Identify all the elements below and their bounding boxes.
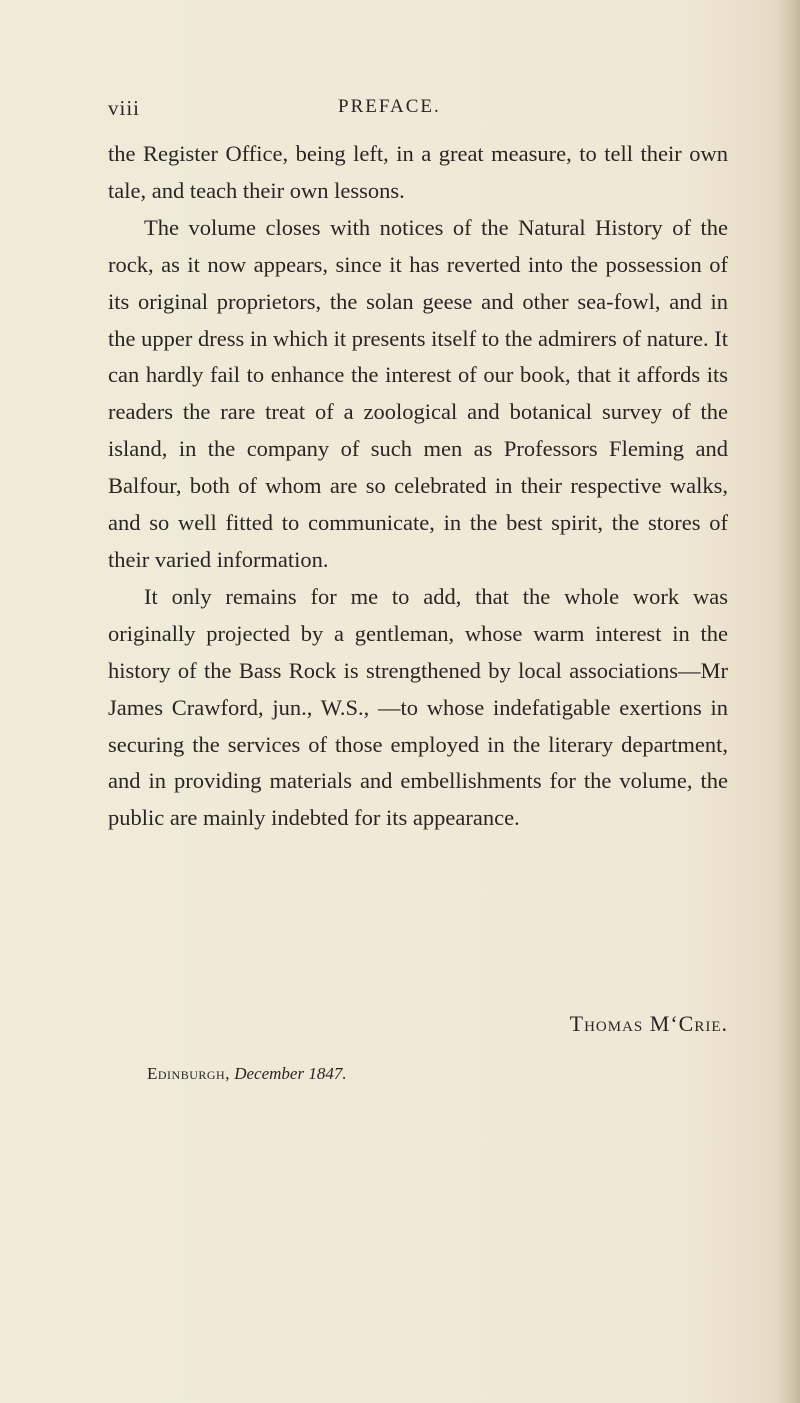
running-title: PREFACE.: [338, 96, 441, 117]
paragraph-natural-history: The volume closes with notices of the Natural History of the rock, as it now appears, since it has reverted into the possession of its original proprietors, the solan geese and other sea-fowl, and in the upper dress in which it presents itself to the admirers of nature. It can hardly fail to enhance the interest of our book, that it affords its readers the rare treat of a zoological and botanical survey of the island, in the company of such men as Professors Fleming and Balfour, both of whom are so celebrated in their respective walks, and so well fitted to communicate, in the best spirit, the stores of their varied information.: [108, 214, 728, 572]
dateline: [147, 1064, 347, 1084]
dateline-place: Edinburgh,: [147, 1064, 230, 1083]
page-number: viii: [108, 96, 141, 120]
dateline-date: December 1847.: [234, 1064, 347, 1083]
preface-body: [108, 136, 728, 837]
page-header: [108, 96, 728, 126]
paragraph-acknowledgement: It only remains for me to add, that the whole work was originally projected by a gentleman, whose warm interest in the history of the Bass Rock is strengthened by local associations—Mr James Crawford, jun., W.S., —to whose indefatigable exertions in securing the services of those employed in the literary department, and in providing materials and embellishments for the volume, the public are mainly indebted for its appearance.: [108, 583, 728, 831]
author-signature: Thomas M‘Crie.: [569, 1011, 728, 1036]
paragraph-continuation: the Register Office, being left, in a great measure, to tell their own tale, and teach their own lessons.: [108, 141, 728, 203]
page-edge-shadow: [778, 0, 800, 1403]
